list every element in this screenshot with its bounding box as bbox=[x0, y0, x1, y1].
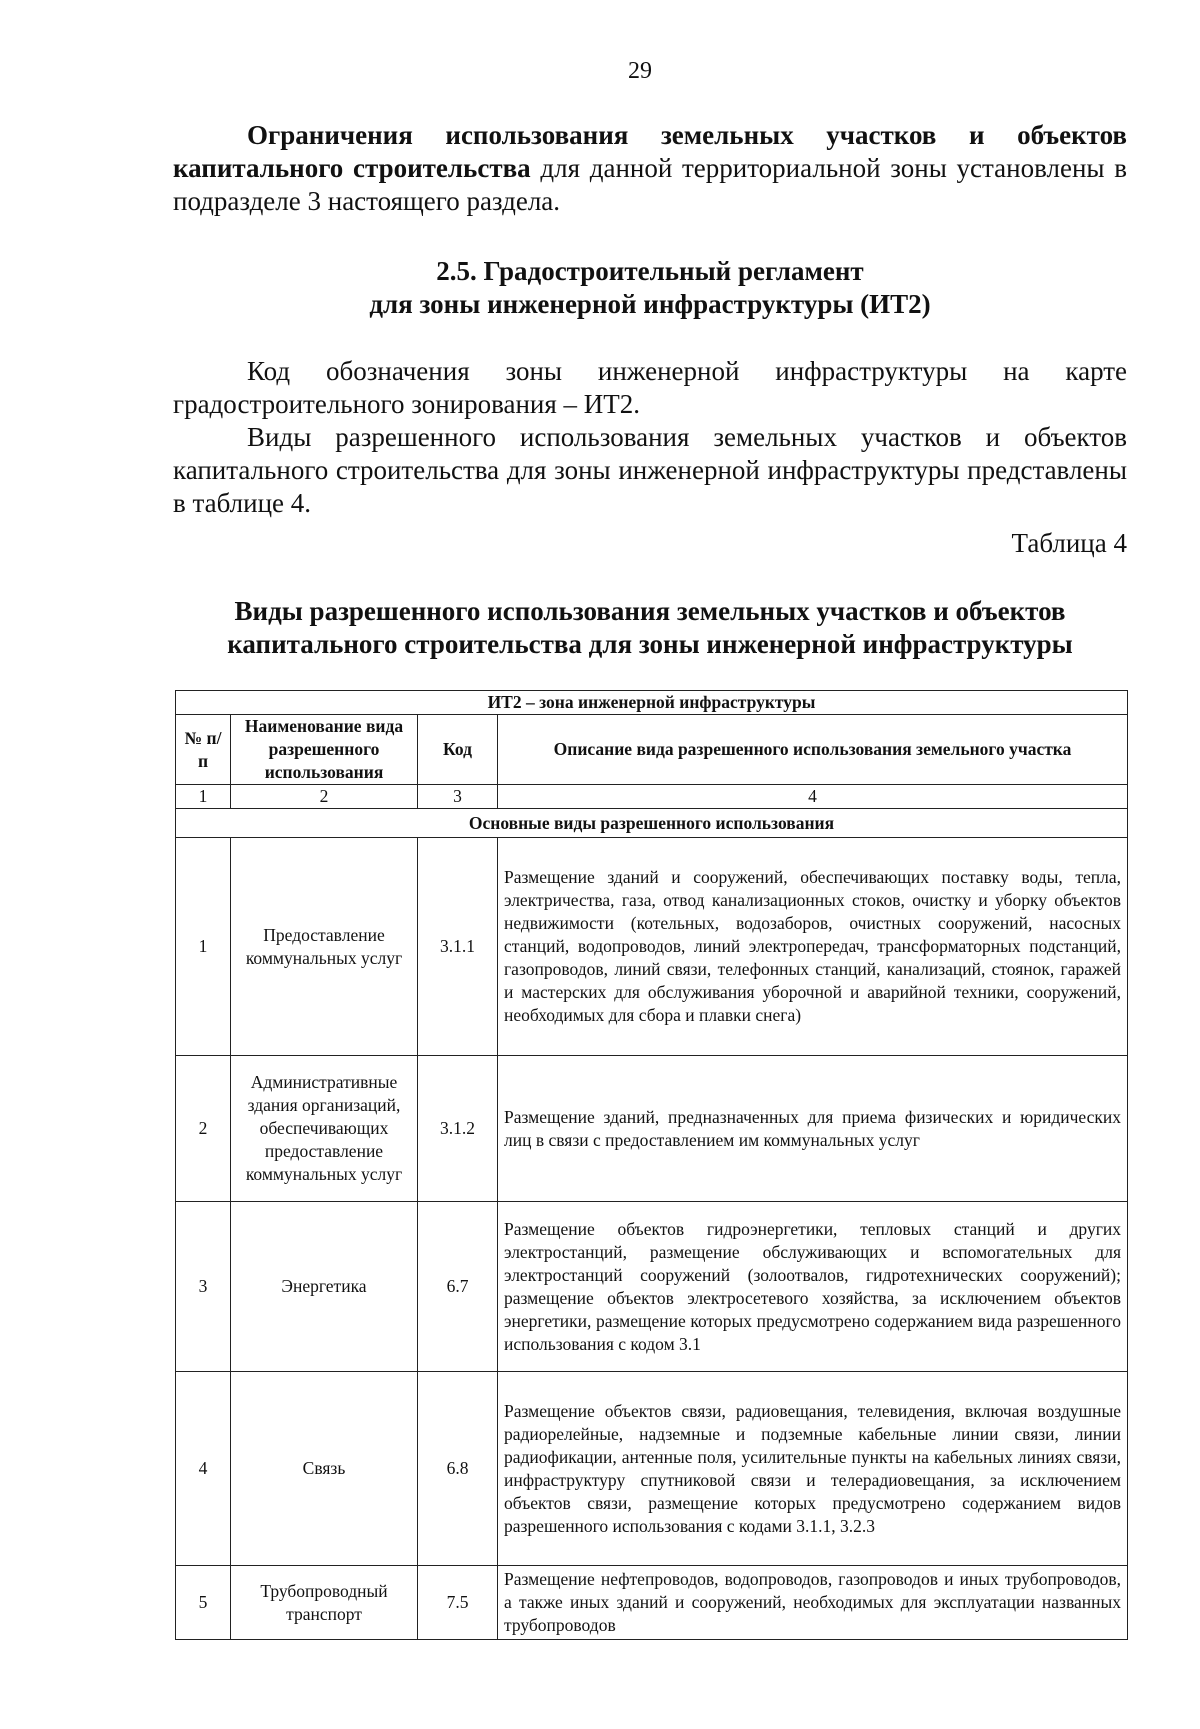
usage-types-table bbox=[175, 690, 1128, 1640]
row-code-cell: 3.1.1 bbox=[418, 838, 498, 1056]
column-number-cell: 2 bbox=[231, 785, 418, 809]
zone-header-cell: ИТ2 – зона инженерной инфраструктуры bbox=[176, 691, 1128, 715]
paragraph-usage-types: Виды разрешенного использования земельных участков и объектов капитального строительства для зоны инженерной инфраструктуры представлены в таблице 4. bbox=[173, 422, 1127, 518]
table-zone-header-row bbox=[176, 691, 1128, 715]
table-column-number-row bbox=[176, 785, 1128, 809]
page-number: 29 bbox=[628, 58, 652, 84]
intro-bold-text: Ограничения использования земельных участков и объектов капитального строительства bbox=[173, 120, 1127, 183]
row-desc-cell: Размещение зданий, предназначенных для приема физических и юридических лиц в связи с предоставлением им коммунальных услуг bbox=[498, 1056, 1128, 1202]
row-desc-cell: Размещение объектов связи, радиовещания, телевидения, включая воздушные радиорелейные, надземные и подземные кабельные линии связи, линии радиофикации, антенные поля, усилительные пункты на кабельных линиях связи, инфраструктуру спутниковой связи и телерадиовещания, за исключением объектов связи, размещение которых предусмотрено содержанием видов разрешенного использования с кодами 3.1.1, 3.2.3 bbox=[498, 1372, 1128, 1566]
row-name-cell: Связь bbox=[231, 1372, 418, 1566]
row-name-cell: Предоставление коммунальных услуг bbox=[231, 838, 418, 1056]
table-row bbox=[176, 1056, 1128, 1202]
table-row bbox=[176, 1202, 1128, 1372]
row-desc-cell: Размещение нефтепроводов, водопроводов, газопроводов и иных трубопроводов, а также иных зданий и сооружений, необходимых для эксплуатации названных трубопроводов bbox=[498, 1566, 1128, 1640]
section-heading-line2: для зоны инженерной инфраструктуры (ИТ2) bbox=[369, 289, 931, 319]
table-title-line2: капитального строительства для зоны инженерной инфраструктуры bbox=[227, 629, 1073, 659]
column-header-num: № п/п bbox=[176, 715, 231, 785]
column-header-code: Код bbox=[418, 715, 498, 785]
column-number-cell: 1 bbox=[176, 785, 231, 809]
table-column-header-row bbox=[176, 715, 1128, 785]
row-desc-cell: Размещение зданий и сооружений, обеспечивающих поставку воды, тепла, электричества, газа, отвод канализационных стоков, очистку и уборку объектов недвижимости (котельных, водозаборов, очистных сооружений, насосных станций, водопроводов, линий электропередач, трансформаторных подстанций, газопроводов, линий связи, телефонных станций, канализаций, стоянок, гаражей и мастерских для обслуживания уборочной и аварийной техники, сооружений, необходимых для сбора и плавки снега) bbox=[498, 838, 1128, 1056]
table-row bbox=[176, 838, 1128, 1056]
table-title-line1: Виды разрешенного использования земельных участков и объектов bbox=[234, 596, 1066, 626]
row-code-cell: 6.7 bbox=[418, 1202, 498, 1372]
section-heading bbox=[173, 255, 1127, 321]
section-heading-line1: 2.5. Градостроительный регламент bbox=[436, 256, 864, 286]
row-name-cell: Административные здания организаций, обеспечивающих предоставление коммунальных услуг bbox=[231, 1056, 418, 1202]
column-number-cell: 4 bbox=[498, 785, 1128, 809]
table-row bbox=[176, 1566, 1128, 1640]
row-code-cell: 7.5 bbox=[418, 1566, 498, 1640]
row-code-cell: 3.1.2 bbox=[418, 1056, 498, 1202]
row-name-cell: Энергетика bbox=[231, 1202, 418, 1372]
row-num-cell: 4 bbox=[176, 1372, 231, 1566]
intro-paragraph bbox=[173, 119, 1127, 218]
intro-rest-text: для данной территориальной зоны установлены в подразделе 3 настоящего раздела. bbox=[173, 153, 1127, 216]
row-desc-cell: Размещение объектов гидроэнергетики, тепловых станций и других электростанций, размещение обслуживающих и вспомогательных для электростанций сооружений (золоотвалов, гидротехнических сооружений); размещение объектов электросетевого хозяйства, за исключением объектов энергетики, размещение которых предусмотрено содержанием вида разрешенного использования с кодом 3.1 bbox=[498, 1202, 1128, 1372]
table-subsection-row bbox=[176, 809, 1128, 838]
row-name-cell: Трубопроводный транспорт bbox=[231, 1566, 418, 1640]
row-num-cell: 2 bbox=[176, 1056, 231, 1202]
row-num-cell: 3 bbox=[176, 1202, 231, 1372]
table-row bbox=[176, 1372, 1128, 1566]
row-num-cell: 1 bbox=[176, 838, 231, 1056]
paragraph-zone-code: Код обозначения зоны инженерной инфраструктуры на карте градостроительного зонирования – ИТ2. bbox=[173, 356, 1127, 419]
row-num-cell: 5 bbox=[176, 1566, 231, 1640]
column-number-cell: 3 bbox=[418, 785, 498, 809]
body-text bbox=[173, 355, 1127, 520]
table-label: Таблица 4 bbox=[1011, 528, 1127, 558]
column-header-name: Наименование вида разрешенного использования bbox=[231, 715, 418, 785]
row-code-cell: 6.8 bbox=[418, 1372, 498, 1566]
table-title bbox=[173, 595, 1127, 661]
subsection-cell: Основные виды разрешенного использования bbox=[176, 809, 1128, 838]
column-header-desc: Описание вида разрешенного использования земельного участка bbox=[498, 715, 1128, 785]
